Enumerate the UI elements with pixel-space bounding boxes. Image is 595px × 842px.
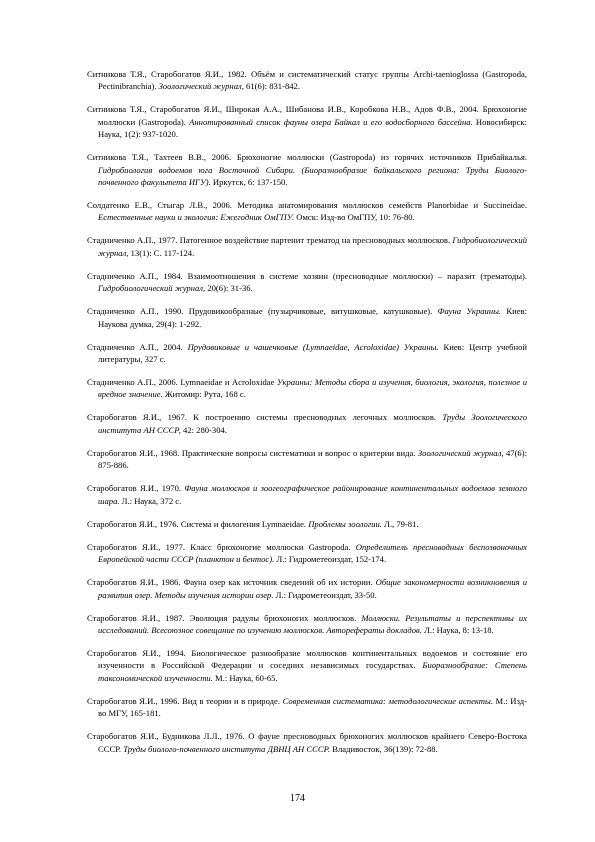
reference-entry: Старобогатов Я.И., 1967. К построению системы пресноводных легочных моллюсков. Труды Зоологического института АН СССР, 42: 280-304. xyxy=(87,412,528,435)
page-number: 174 xyxy=(290,793,305,804)
reference-entry: Стадниченко А.П., 2006. Lymnaeidae и Acroloxidae Украины: Методы сбора и изучения, биология, экология, полезное и вредное значение. Житомир: Рута, 168 с. xyxy=(87,377,527,400)
reference-entry: Ситникова Т.Я., Старобогатов Я.И., Широкая А.А., Шибанова И.В., Коробкова Н.В., Адов Ф.В., 2004. Брюхоногие моллюски (Gastropoda). Аннотированный список фауны озера Байкал и его водосборного бассейна. Новосибирск: Наука, 1(2): 937-1020. xyxy=(87,104,527,140)
reference-entry: Старобогатов Я.И., 1968. Практические вопросы систематики и вопрос о критерии вида. Зоологический журнал, 47(6): 875-886. xyxy=(87,447,527,471)
reference-list xyxy=(87,68,527,766)
reference-entry: Старобогатов Я.И., 1970. Фауна моллюсков и зоогеографическое районирование континентальных водоемов земного шара. Л.: Наука, 372 с. xyxy=(87,483,527,506)
reference-entry: Стадниченко А.П., 2004. Прудовиковые и чашечковые (Lymnaeidae, Acroloxidae) Украины. Киев: Центр учебной литературы, 327 с. xyxy=(87,341,527,365)
reference-entry: Старобогатов Я.И., 1986. Фауна озер как источник сведений об их истории. Общие закономерности возникновения и развития озер. Методы изучения истории озер. Л.: Гидрометеоиздат, 33-50. xyxy=(87,577,527,600)
reference-entry: Ситникова Т.Я., Тахтеев В.В., 2006. Брюхоногие моллюски (Gastropoda) из горячих источников Прибайкалья. Гидробиология водоемов юга Восточной Сибири. (Биоразнообразие байкальского региона: Труды Биолого-почвенного факультета ИГУ). Иркутск, 6: 137-150. xyxy=(87,152,527,188)
reference-entry: Солдатенко Е.В., Стыгар Л.В., 2006. Методика анатомирования моллюсков семейств Planorbidae и Succineidae. Естественные науки и экология: Ежегодник ОмГПУ. Омск: Изд-во ОмГПУ, 10: 76-80. xyxy=(87,200,527,223)
reference-entry: Стадниченко А.П., 1984. Взаимоотношения в системе хозяин (пресноводные моллюски) – паразит (трематоды). Гидробиологический журнал, 20(6): 31-36. xyxy=(87,270,527,294)
reference-entry: Старобогатов Я.И., 1996. Вид в теории и в природе. Современная систематика: методологические аспекты. М.: Изд-во МГУ, 165-181. xyxy=(87,695,527,719)
reference-entry: Старобогатов Я.И., 1977. Класс брюхоногие моллюски Gastropoda. Определитель пресноводных беспозвоночных Европейской части СССР (планктон и бентос). Л.: Гидрометеоиздат, 152-174. xyxy=(87,541,527,565)
reference-entry: Стадниченко А.П., 1990. Прудовикообразные (пузырчиковые, витушковые, катушковые). Фауна Украины. Киев: Наукова думка, 29(4): 1-292. xyxy=(87,306,527,329)
reference-entry: Старобогатов Я.И., 1994. Биологическое разнообразие моллюсков континентальных водоемов и состояние его изученности в Российской Федерации и соседних независимых государствах. Биоразнообразие: Степень таксономической изученности. М.: Наука, 60-65. xyxy=(87,647,528,683)
reference-entry: Старобогатов Я.И., 1987. Эволюция радулы брюхоногих моллюсков. Моллюски. Результаты и перспективы их исследований. Всесоюзное совещание по изучению моллюсков. Авторефераты докладов. Л.: Наука, 8: 13-18. xyxy=(87,612,527,635)
reference-entry: Старобогатов Я.И., Будникова Л.Л., 1976. О фауне пресноводных брюхоногих моллюсков крайнего Северо-Востока СССР. Труды биолого-почвенного института ДВНЦ АН СССР. Владивосток, 36(139): 72-88. xyxy=(87,731,527,754)
reference-entry: Стадниченко А.П., 1977. Патогенное воздействие партенит трематод на пресноводных моллюсков. Гидробиологический журнал, 13(1): С. 117-124. xyxy=(87,235,527,258)
reference-entry: Ситникова Т.Я., Старобогатов Я.И., 1982. Объём и систематический статус группы Archi-taenioglossa (Gastropoda, Pectinibranchia). Зоологический журнал, 61(6): 831-842. xyxy=(87,69,527,92)
reference-entry: Старобогатов Я.И., 1976. Система и филогения Lymnaeidae. Проблемы зоологии. Л., 79-81. xyxy=(87,518,419,529)
